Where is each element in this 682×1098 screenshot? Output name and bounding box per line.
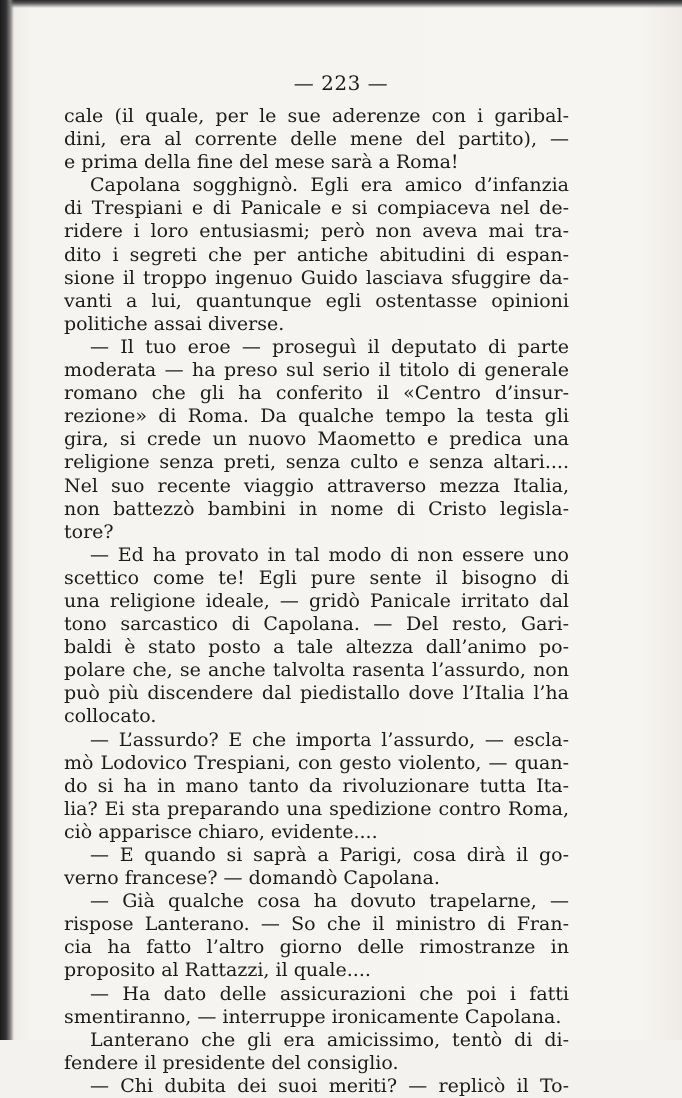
- text-line: religione senza preti, senza culto e senza altari....: [64, 451, 569, 474]
- text-line: scettico come te! Egli pure sente il bisogno di: [64, 566, 569, 589]
- text-line: mò Lodovico Trespiani, con gesto violento, — quan-: [64, 751, 569, 774]
- text-line: Lanterano che gli era amicissimo, tentò di di-: [90, 1028, 569, 1051]
- text-line: — Il tuo eroe — proseguì il deputato di parte: [90, 335, 569, 358]
- text-line: baldi è stato posto a tale altezza dall’animo po-: [64, 636, 569, 659]
- text-line: collocato.: [64, 705, 157, 728]
- text-line: lia? Ei sta preparando una spedizione contro Roma,: [64, 797, 569, 820]
- text-line: tore?: [64, 520, 114, 543]
- page-number: — 223 —: [293, 71, 389, 95]
- text-line: — Chi dubita dei suoi meriti? — replicò il To-: [90, 1074, 569, 1097]
- body-text: [64, 105, 569, 1098]
- text-line: politiche assai diverse.: [64, 312, 285, 335]
- scan-top-edge: [0, 0, 682, 8]
- text-line: vanti a lui, quantunque egli ostentasse opinioni: [64, 289, 569, 312]
- text-line: fendere il presidente del consiglio.: [64, 1051, 399, 1074]
- text-line: — Già qualche cosa ha dovuto trapelarne, —: [90, 890, 569, 913]
- text-line: do si ha in mano tanto da rivoluzionare tutta Ita-: [64, 774, 569, 797]
- text-line: rezione» di Roma. Da qualche tempo la testa gli: [64, 405, 569, 428]
- text-line: tono sarcastico di Capolana. — Del resto, Gari-: [64, 613, 569, 636]
- text-line: ciò apparisce chiaro, evidente....: [64, 820, 378, 843]
- text-line: — Ha dato delle assicurazioni che poi i fatti: [90, 982, 569, 1005]
- text-line: verno francese? — domandò Capolana.: [64, 867, 440, 890]
- text-line: smentiranno, — interruppe ironicamente Capolana.: [64, 1005, 562, 1028]
- text-line: — E quando si saprà a Parigi, cosa dirà il go-: [90, 844, 569, 866]
- text-line: moderata — ha preso sul serio il titolo di generale: [64, 359, 569, 382]
- text-line: dini, era al corrente delle mene del partito), —: [64, 128, 569, 151]
- text-line: — L’assurdo? E che importa l’assurdo, — escla-: [90, 728, 569, 751]
- text-line: dito i segreti che per antiche abitudini di espan-: [64, 243, 569, 266]
- text-line: cale (il quale, per le sue aderenze con i garibal-: [64, 105, 569, 127]
- text-line: — Ed ha provato in tal modo di non essere uno: [90, 543, 569, 566]
- text-line: rispose Lanterano. — So che il ministro di Fran-: [64, 913, 569, 936]
- text-line: romano che gli ha conferito il «Centro d’insur-: [64, 382, 569, 405]
- text-line: Capolana sogghignò. Egli era amico d’infanzia: [90, 174, 569, 197]
- text-line: e prima della fine del mese sarà a Roma!: [64, 151, 459, 174]
- text-line: Nel suo recente viaggio attraverso mezza Italia,: [64, 474, 569, 497]
- text-line: di Trespiani e di Panicale e si compiaceva nel de-: [64, 197, 569, 220]
- text-line: ridere i loro entusiasmi; però non aveva mai tra-: [64, 220, 569, 243]
- text-line: proposito al Rattazzi, il quale....: [64, 959, 371, 982]
- scan-left-edge: [0, 0, 14, 1040]
- text-line: cia ha fatto l’altro giorno delle rimostranze in: [64, 936, 569, 959]
- text-line: non battezzò bambini in nome di Cristo legisla-: [64, 497, 569, 520]
- text-line: gira, si crede un nuovo Maometto e predica una: [64, 428, 569, 451]
- text-line: una religione ideale, — gridò Panicale irritato dal: [64, 589, 569, 612]
- text-line: può più discendere dal piedistallo dove l’Italia l’ha: [64, 682, 569, 705]
- text-line: sione il troppo ingenuo Guido lasciava sfuggire da-: [64, 266, 569, 289]
- text-line: polare che, se anche talvolta rasenta l’assurdo, non: [64, 659, 569, 682]
